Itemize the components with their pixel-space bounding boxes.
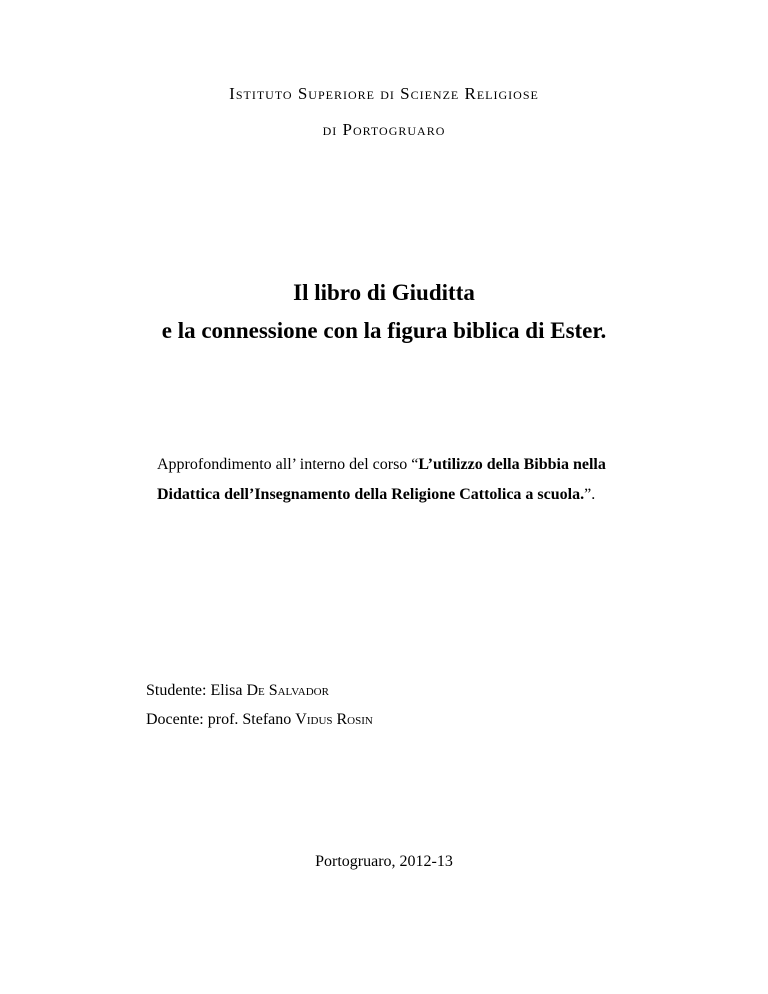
place-and-date: Portogruaro, 2012-13: [315, 853, 453, 870]
course-description-suffix: ”.: [584, 486, 596, 503]
institute-name: Istituto Superiore di Scienze Religiose: [229, 84, 539, 103]
course-description-prefix: Approfondimento all’ interno del corso “: [157, 456, 419, 473]
student-credit: [146, 682, 329, 700]
institute-location: di Portogruaro: [322, 120, 446, 139]
teacher-surname: Vidus Rosin: [295, 711, 373, 728]
teacher-label: Docente: prof. Stefano: [146, 711, 296, 728]
teacher-credit: [146, 711, 373, 729]
course-description-line-1: [157, 456, 606, 474]
course-name-part-2: Didattica dell’Insegnamento della Religione Cattolica a scuola.: [157, 486, 585, 503]
student-surname: De Salvador: [246, 682, 329, 699]
course-description-line-2: [157, 486, 595, 504]
document-title: Il libro di Giuditta: [293, 280, 475, 305]
document-subtitle: e la connessione con la figura biblica di Ester.: [161, 318, 607, 343]
student-label: Studente: Elisa: [146, 682, 247, 699]
course-name-part-1: L’utilizzo della Bibbia nella: [418, 456, 606, 473]
